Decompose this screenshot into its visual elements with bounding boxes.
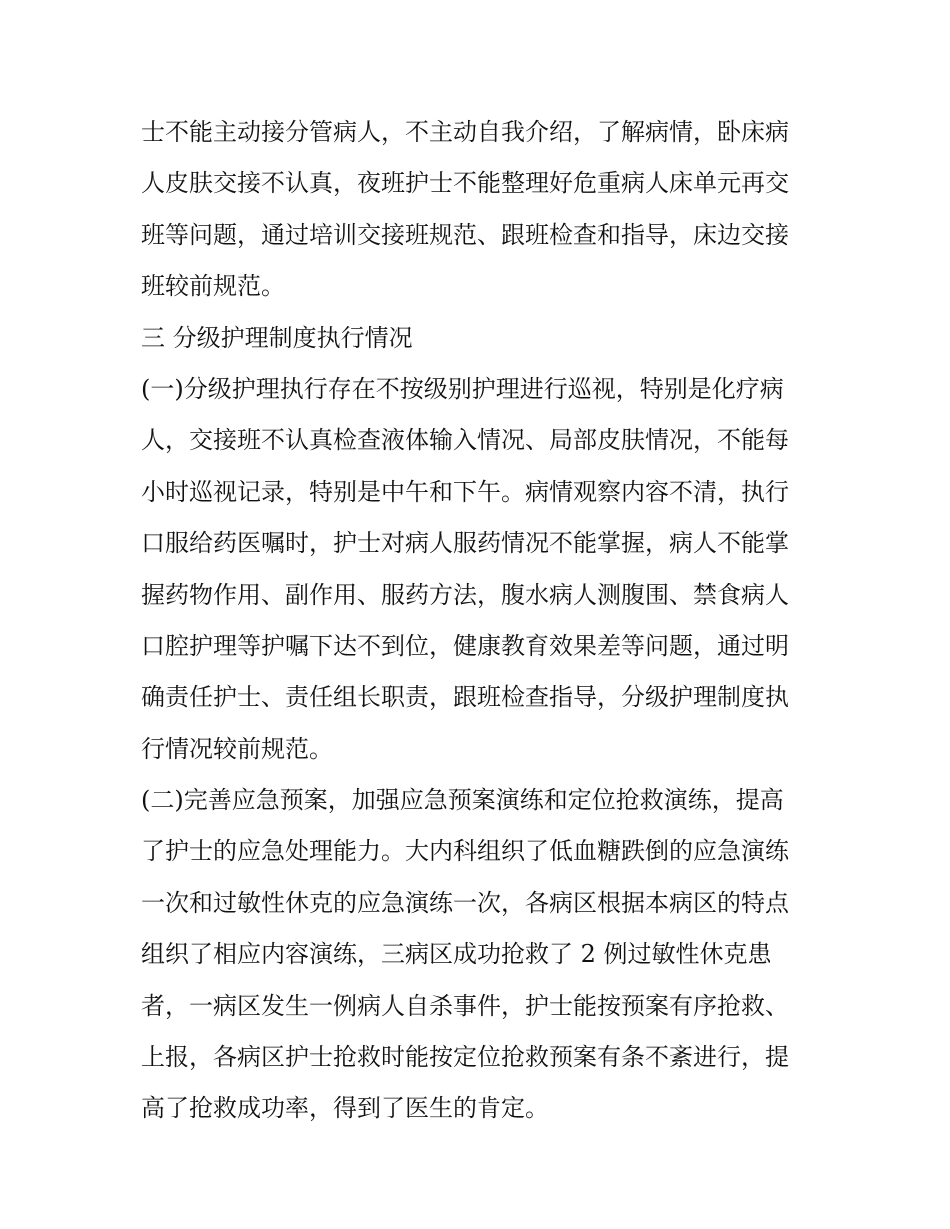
section-heading: 三 分级护理制度执行情况 <box>141 323 413 352</box>
text-line: 行情况较前规范。 <box>141 734 333 763</box>
text-line: 一次和过敏性休克的应急演练一次，各病区根据本病区的特点 <box>141 888 789 917</box>
text-line: 人，交接班不认真检查液体输入情况、局部皮肤情况，不能每 <box>141 426 789 455</box>
text-line: 者，一病区发生一例病人自杀事件，护士能按预案有序抢救、 <box>141 991 789 1020</box>
text-line: 握药物作用、副作用、服药方法，腹水病人测腹围、禁食病人 <box>141 580 789 609</box>
text-line: 班较前规范。 <box>141 272 285 301</box>
text-line: 口腔护理等护嘱下达不到位，健康教育效果差等问题，通过明 <box>141 631 789 660</box>
text-line: 确责任护士、责任组长职责，跟班检查指导，分级护理制度执 <box>141 683 789 712</box>
document-page <box>141 107 813 1135</box>
text-line: 了护士的应急处理能力。大内科组织了低血糖跌倒的应急演练 <box>141 837 789 866</box>
text-line: 口服给药医嘱时，护士对病人服药情况不能掌握，病人不能掌 <box>141 529 789 558</box>
text-line: (一)分级护理执行存在不按级别护理进行巡视，特别是化疗病 <box>141 374 784 403</box>
text-line: 班等问题，通过培训交接班规范、跟班检查和指导，床边交接 <box>141 220 789 249</box>
text-line: 组织了相应内容演练，三病区成功抢救了 2 例过敏性休克患 <box>141 940 772 969</box>
text-line: 上报，各病区护士抢救时能按定位抢救预案有条不紊进行，提 <box>141 1043 789 1072</box>
text-line: 人皮肤交接不认真，夜班护士不能整理好危重病人床单元再交 <box>141 169 789 198</box>
text-line: 士不能主动接分管病人，不主动自我介绍，了解病情，卧床病 <box>141 118 789 146</box>
text-line: 小时巡视记录，特别是中午和下午。病情观察内容不清，执行 <box>141 477 789 506</box>
text-line: 高了抢救成功率，得到了医生的肯定。 <box>141 1094 549 1123</box>
text-line: (二)完善应急预案，加强应急预案演练和定位抢救演练，提高 <box>141 786 784 815</box>
